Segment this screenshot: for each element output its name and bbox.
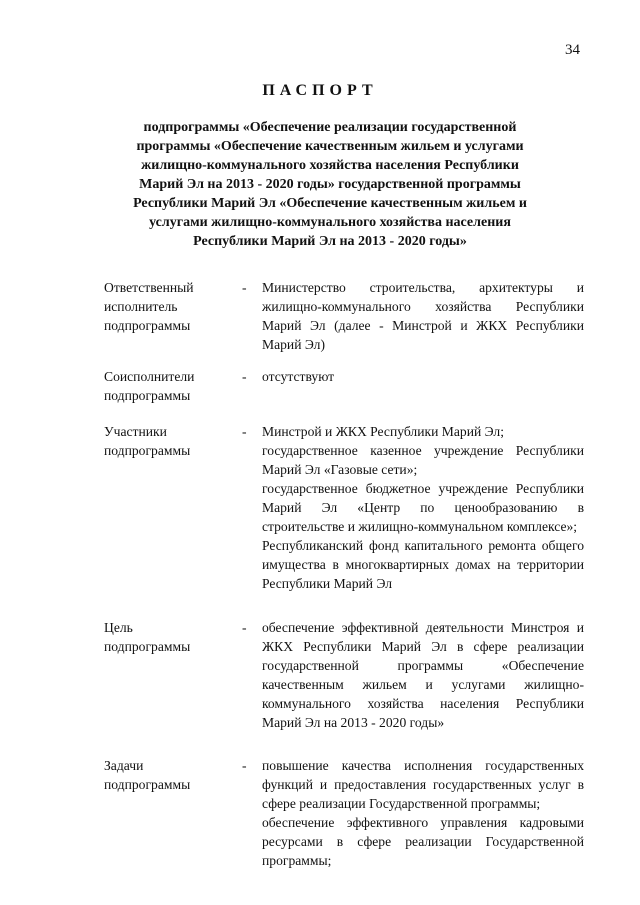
label-line: подпрограммы	[104, 777, 191, 792]
row-dash: -	[242, 758, 247, 773]
row-content	[262, 367, 584, 405]
paragraph: обеспечение эффективной деятельности Минстроя и ЖКХ Республики Марий Эл в сфере реализации государственной программы «Обеспечение качественным жильем и услугами жилищно-коммунального хозяйства населения Республики Марий Эл на 2013 - 2020 годы»	[262, 620, 584, 730]
row-dash: -	[242, 280, 247, 295]
document-title: ПАСПОРТ	[262, 82, 378, 99]
paragraph: Минстрой и ЖКХ Республики Марий Эл;	[262, 424, 504, 439]
row-co-executors	[104, 367, 584, 405]
row-label	[104, 278, 242, 354]
paragraph: государственное казенное учреждение Республики Марий Эл «Газовые сети»;	[262, 443, 584, 477]
subtitle-line: Марий Эл на 2013 - 2020 годы» государственной программы	[139, 177, 521, 192]
paragraph: обеспечение эффективного управления кадровыми ресурсами в сфере реализации Государственной программы;	[262, 815, 584, 868]
label-line: подпрограммы	[104, 443, 191, 458]
subtitle-line: подпрограммы «Обеспечение реализации государственной	[143, 120, 517, 135]
label-line: подпрограммы	[104, 388, 191, 403]
subtitle-line: программы «Обеспечение качественным жильем и услугами	[136, 139, 524, 154]
row-dash: -	[242, 424, 247, 439]
label-line: Соисполнители	[104, 369, 195, 384]
row-content	[262, 278, 584, 354]
row-goal	[104, 618, 584, 732]
passport-table	[104, 278, 584, 870]
row-dash: -	[242, 620, 247, 635]
subtitle-line: Республики Марий Эл «Обеспечение качественным жильем и	[133, 196, 527, 211]
row-content	[262, 422, 584, 593]
row-content	[262, 618, 584, 732]
paragraph: государственное бюджетное учреждение Республики Марий Эл «Центр по ценообразованию в строительстве и жилищно-коммунальном комплексе»;	[262, 481, 584, 534]
paragraph: Республиканский фонд капитального ремонта общего имущества в многоквартирных домах на территории Республики Марий Эл	[262, 538, 584, 591]
label-line: подпрограммы	[104, 318, 191, 333]
row-participants	[104, 422, 584, 593]
row-label	[104, 756, 242, 870]
row-label	[104, 367, 242, 405]
subtitle-line: услугами жилищно-коммунального хозяйства населения	[149, 215, 511, 230]
row-responsible-executor	[104, 278, 584, 354]
paragraph: Министерство строительства, архитектуры и жилищно-коммунального хозяйства Республики Марий Эл (далее - Минстрой и ЖКХ Республики Марий Эл)	[262, 280, 584, 352]
subtitle-line: жилищно-коммунального хозяйства населения Республики	[141, 158, 519, 173]
subtitle-line: Республики Марий Эл на 2013 - 2020 годы»	[193, 234, 467, 249]
row-dash: -	[242, 369, 247, 384]
row-content	[262, 756, 584, 870]
page-number: 34	[565, 42, 580, 58]
label-line: Ответственный	[104, 280, 194, 295]
label-line: подпрограммы	[104, 639, 191, 654]
label-line: Задачи	[104, 758, 144, 773]
paragraph: повышение качества исполнения государственных функций и предоставления государственных услуг в сфере реализации Государственной программы;	[262, 758, 584, 811]
document-subtitle	[110, 118, 550, 251]
label-line: Цель	[104, 620, 133, 635]
label-line: исполнитель	[104, 299, 178, 314]
row-label	[104, 618, 242, 732]
label-line: Участники	[104, 424, 167, 439]
row-tasks	[104, 756, 584, 870]
row-label	[104, 422, 242, 593]
paragraph: отсутствуют	[262, 369, 335, 384]
